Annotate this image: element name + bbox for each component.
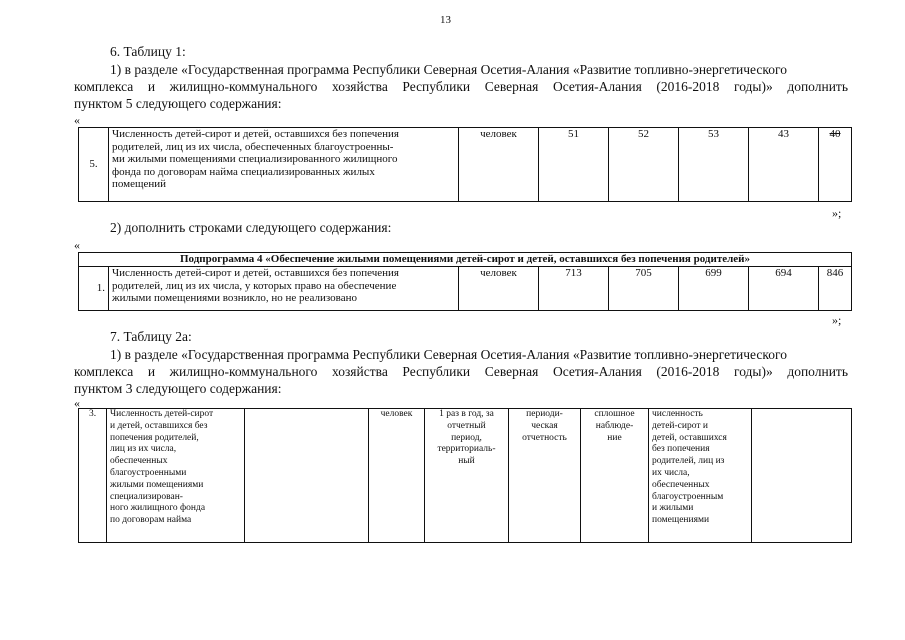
- unit-cell: человек: [459, 267, 539, 311]
- table-row: [79, 253, 852, 267]
- page-number: 13: [440, 14, 451, 26]
- table-1-subprogram-4: [78, 252, 852, 311]
- open-quote: «: [74, 396, 80, 410]
- value-2018: 846: [819, 267, 852, 311]
- table-row: [79, 267, 852, 311]
- table-row: [79, 128, 852, 202]
- value-2017: 694: [749, 267, 819, 311]
- section-6-para-line-1: 1) в разделе «Государственная программа Республики Северная Осетия-Алания «Развитие топливно-энергетического: [110, 62, 787, 77]
- section-7-para-line-3: пунктом 3 следующего содержания:: [74, 381, 282, 396]
- indicator-name: Численность детей-сирот и детей, оставшихся без попечения родителей, лиц из их числа, у которых право на обеспечение жилыми помещениями возникло, но не реализовано: [109, 267, 459, 311]
- row-number: 1.: [79, 267, 109, 311]
- table-2a-point-3: [78, 408, 852, 543]
- value-2016: 699: [679, 267, 749, 311]
- row-number: 3.: [79, 409, 107, 543]
- open-quote: «: [74, 113, 80, 127]
- indicator-name: Численность детей-сирот и детей, оставшихся без попечения родителей, лиц из их числа, обеспеченных благоустроенны- ми жилыми помещениями специализированного жилищного фонда по договорам найма специализированных жилых помещений: [109, 128, 459, 202]
- section-7-para-line-2: комплекса и жилищно-коммунального хозяйства Республики Северная Осетия-Алания (2016-2018 годы)» дополнить: [74, 364, 848, 379]
- empty-cell: [245, 409, 369, 543]
- method-cell: сплошное наблюде- ние: [581, 409, 649, 543]
- subprogram-title: Подпрограмма 4 «Обеспечение жилыми помещениями детей-сирот и детей, оставшихся без попечения родителей»: [79, 253, 852, 267]
- table-row: [79, 409, 852, 543]
- value-2014: 713: [539, 267, 609, 311]
- unit-cell: человек: [459, 128, 539, 202]
- empty-cell: [752, 409, 852, 543]
- value-2015: 705: [609, 267, 679, 311]
- value-2014: 51: [539, 128, 609, 202]
- value-2015: 52: [609, 128, 679, 202]
- close-quote: »;: [832, 206, 842, 220]
- value-2017: 43: [749, 128, 819, 202]
- section-7-para-line-1: 1) в разделе «Государственная программа Республики Северная Осетия-Алания «Развитие топливно-энергетического: [110, 347, 787, 362]
- value-2018: 40: [819, 128, 852, 202]
- indicator-name: Численность детей-сирот и детей, оставшихся без попечения родителей, лиц из их числа, обеспеченных благоустроенными жилыми помещениями специализирован- ного жилищного фонда по договорам найма: [107, 409, 245, 543]
- periodicity-cell: 1 раз в год, за отчетный период, территориаль- ный: [425, 409, 509, 543]
- section-6-heading: 6. Таблицу 1:: [110, 44, 186, 59]
- value-2016: 53: [679, 128, 749, 202]
- indicator-definition-cell: численность детей-сирот и детей, оставшихся без попечения родителей, лиц из их числа, обеспеченных благоустроенным и жилыми помещениями: [649, 409, 752, 543]
- section-6-para-line-3: пунктом 5 следующего содержания:: [74, 96, 282, 111]
- open-quote: «: [74, 238, 80, 252]
- section-6-2-heading: 2) дополнить строками следующего содержания:: [110, 220, 392, 235]
- unit-cell: человек: [369, 409, 425, 543]
- section-6-para-line-2: комплекса и жилищно-коммунального хозяйства Республики Северная Осетия-Алания (2016-2018 годы)» дополнить: [74, 79, 848, 94]
- close-quote: »;: [832, 313, 842, 327]
- section-7-heading: 7. Таблицу 2а:: [110, 329, 192, 344]
- table-1-point-5: [78, 127, 852, 202]
- report-form-cell: периоди- ческая отчетность: [509, 409, 581, 543]
- row-number: 5.: [79, 128, 109, 202]
